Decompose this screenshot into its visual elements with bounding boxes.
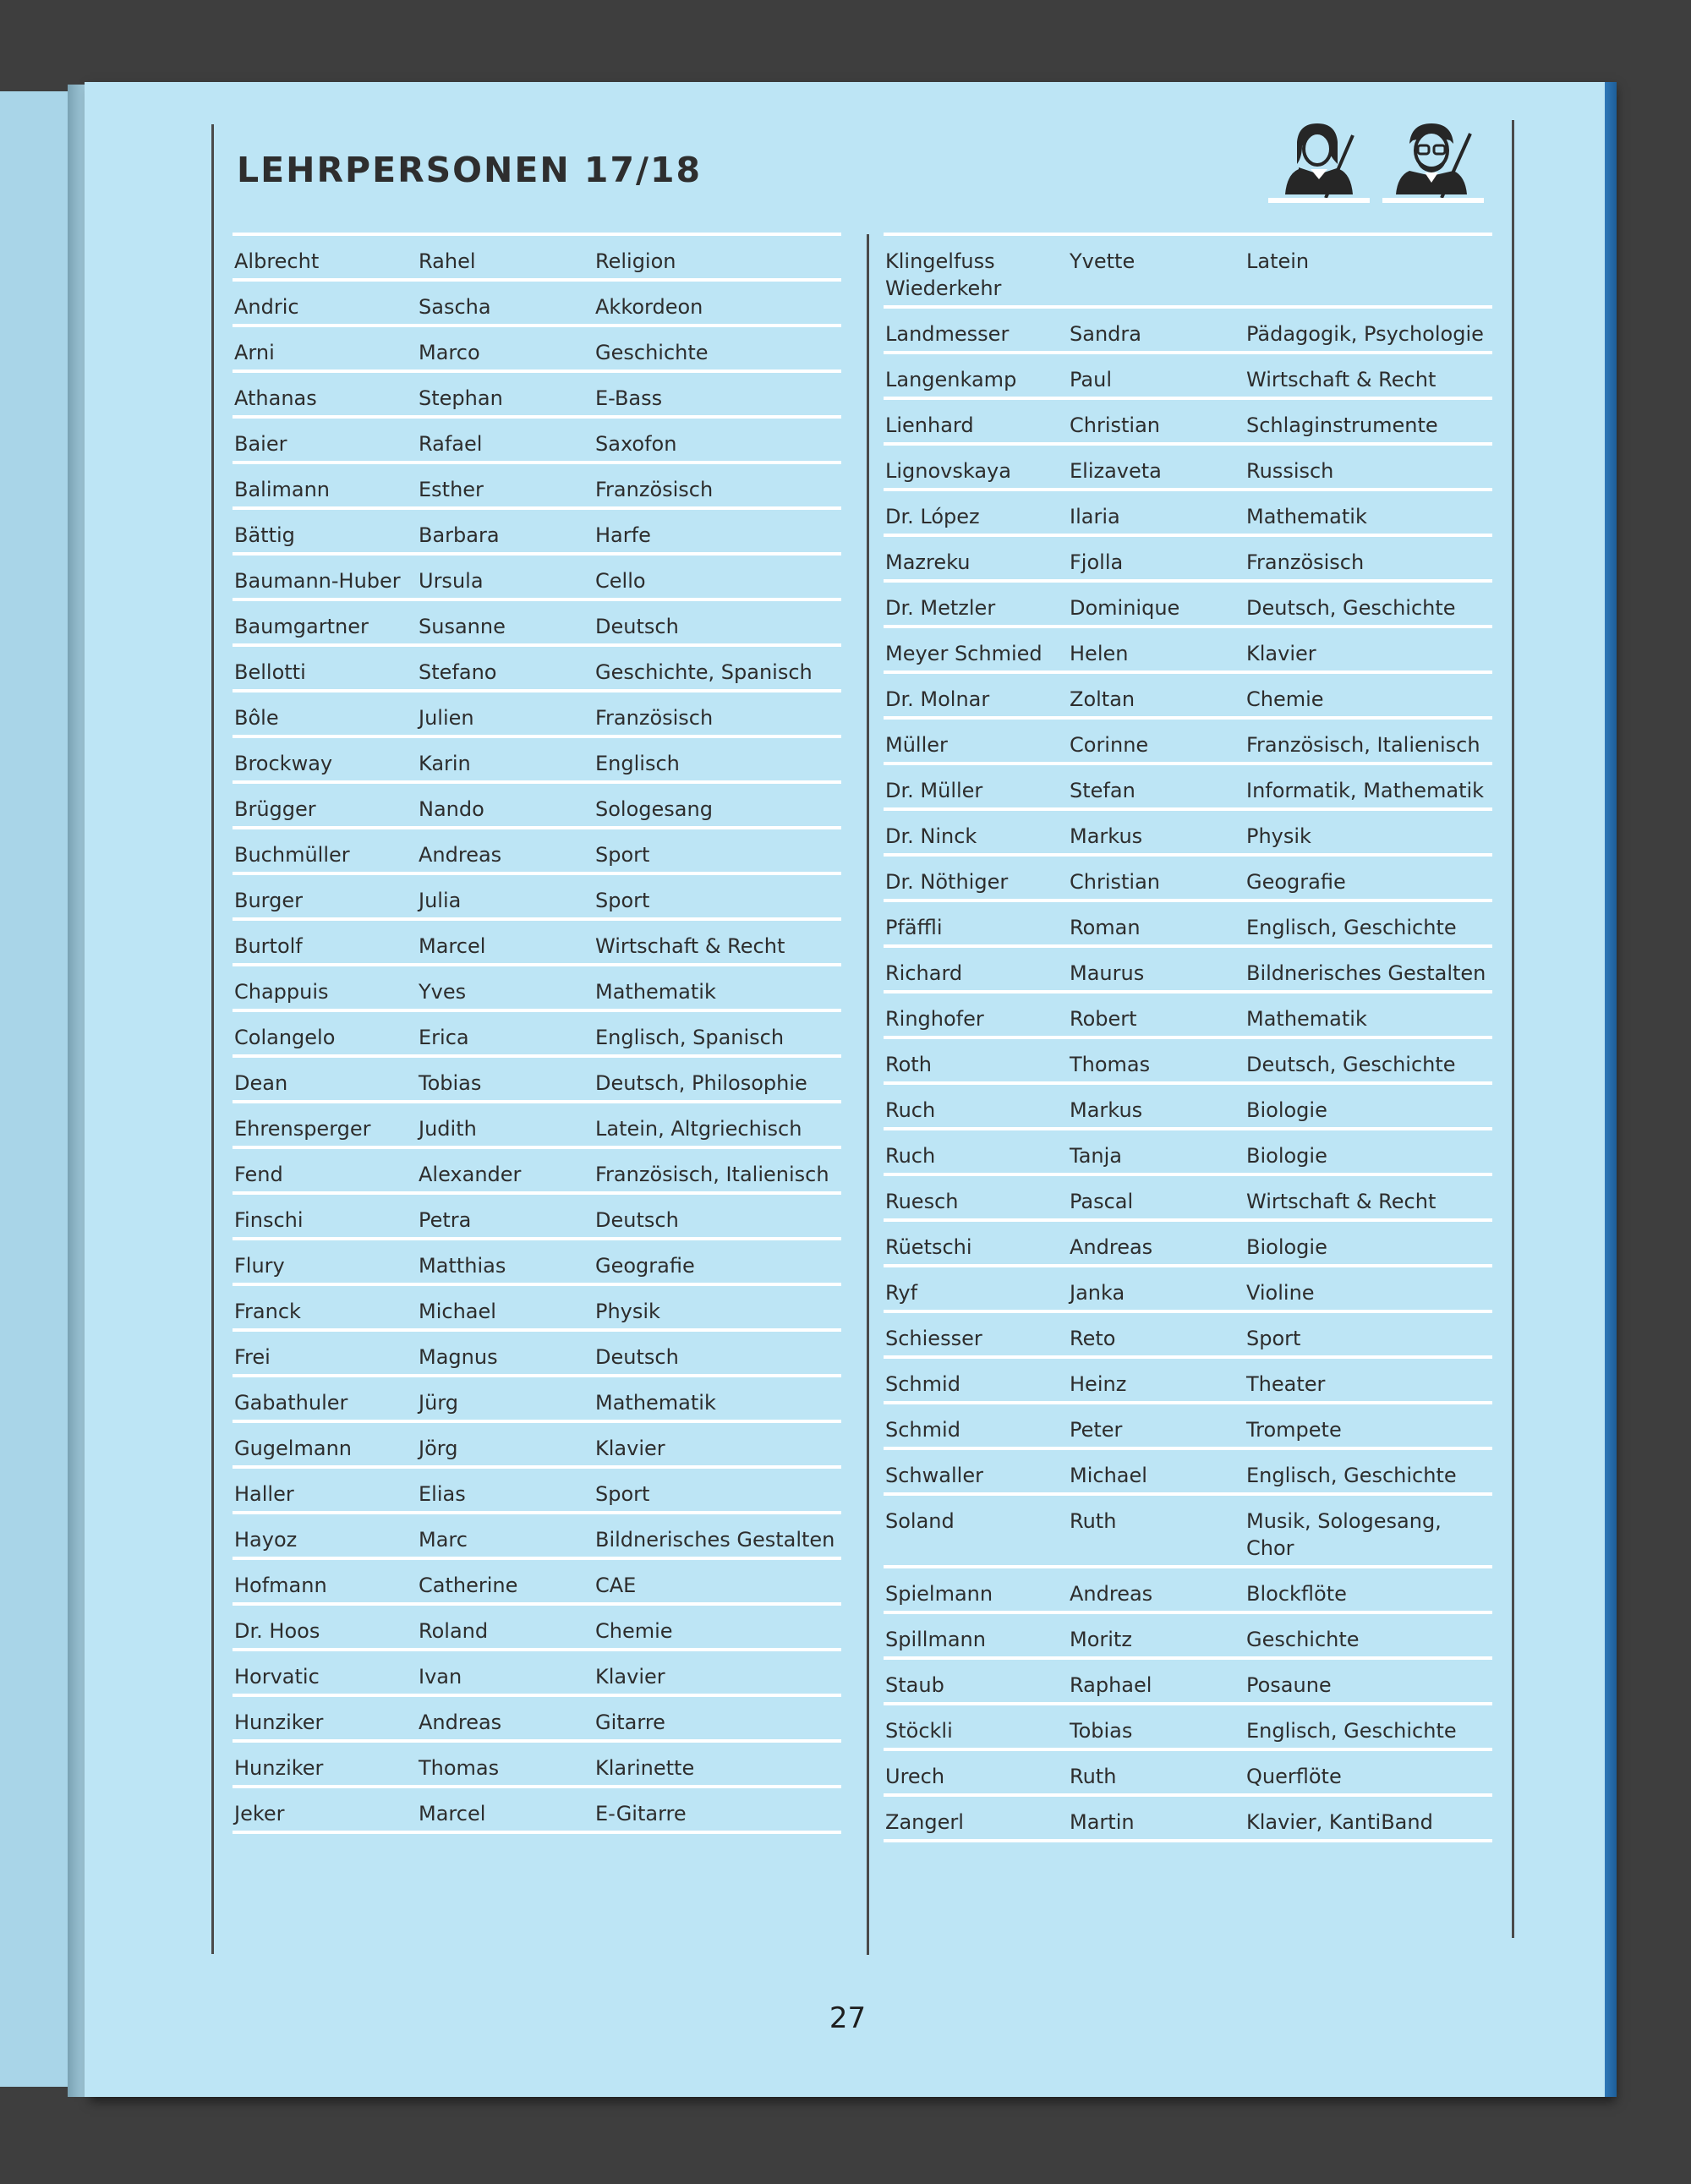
subject: Geografie [1246,870,1346,894]
last-name: Gabathuler [234,1391,348,1415]
table-row [884,853,1492,899]
last-name: Brockway [234,752,333,775]
subject: Sport [595,1482,650,1506]
first-name: Marcel [419,934,486,958]
first-name: Janka [1070,1281,1125,1305]
last-name: Dr. Nöthiger [885,870,1009,894]
last-name: Baumann-Huber [234,569,401,593]
last-name: Lignovskaya [885,459,1011,483]
female-teacher-icon [1268,120,1370,205]
first-name: Michael [1070,1464,1147,1487]
subject: Sport [1246,1327,1301,1350]
first-name: Fjolla [1070,550,1124,574]
first-name: Zoltan [1070,687,1136,711]
subject: Französisch [595,706,714,730]
page-number: 27 [829,2001,867,2035]
first-name: Reto [1070,1327,1116,1350]
table-row [884,305,1492,351]
table-row [233,1237,841,1283]
first-name: Nando [419,797,484,821]
middle-rule [867,234,869,1955]
last-name: Gugelmann [234,1437,352,1460]
subject: E-Bass [595,386,663,410]
last-name: Lienhard [885,413,974,437]
table-row [884,1218,1492,1264]
last-name: Baier [234,432,287,456]
last-name: Burger [234,889,303,912]
first-name: Raphael [1070,1673,1152,1697]
table-row [233,1146,841,1191]
subject: Englisch [595,752,680,775]
subject: Deutsch [595,615,679,638]
last-name: Frei [234,1345,271,1369]
last-name: Roth [885,1053,932,1076]
last-name: Finschi [234,1208,304,1232]
subject: Sport [595,843,650,867]
last-name: Meyer Schmied [885,642,1043,665]
first-name: Christian [1070,413,1161,437]
first-name: Peter [1070,1418,1123,1442]
first-name: Karin [419,752,471,775]
table-row [233,1465,841,1511]
first-name: Corinne [1070,733,1149,757]
first-name: Julien [419,706,474,730]
table-row [884,625,1492,671]
last-name: Albrecht [234,249,320,273]
first-name: Erica [419,1026,469,1049]
last-name: Ringhofer [885,1007,984,1031]
first-name: Sandra [1070,322,1141,346]
subject: Klavier [595,1437,665,1460]
first-name: Stefano [419,660,497,684]
subject: Pädagogik, Psychologie [1246,322,1484,346]
subject: Biologie [1246,1098,1327,1122]
table-row [884,716,1492,762]
subject: Bildnerisches Gestalten [1246,961,1486,985]
last-name: Dr. Hoos [234,1619,320,1643]
last-name: Schiesser [885,1327,982,1350]
table-row [233,1511,841,1557]
table-row [884,1492,1492,1565]
table-row [233,598,841,643]
subject: Französisch [1246,550,1365,574]
last-name: Dr. Metzler [885,596,996,620]
subject: Mathematik [595,980,716,1004]
table-row [233,1328,841,1374]
subject: Biologie [1246,1235,1327,1259]
table-row [884,442,1492,488]
last-name: Spillmann [885,1628,986,1651]
table-row [884,1611,1492,1656]
subject: Englisch, Geschichte [1246,1464,1457,1487]
last-name: Dean [234,1071,288,1095]
first-name: Thomas [419,1756,500,1780]
right-rule [1512,120,1514,1938]
last-name: Pfäffli [885,916,943,939]
first-name: Ilaria [1070,505,1120,528]
table-row [233,1602,841,1648]
first-name: Tobias [419,1071,482,1095]
first-name: Yvette [1070,249,1136,273]
first-name: Catherine [419,1574,518,1597]
table-row [884,1401,1492,1447]
last-name: Dr. Müller [885,779,983,802]
first-name: Elizaveta [1070,459,1162,483]
table-row [233,735,841,780]
table-row [884,397,1492,442]
subject: Informatik, Mathematik [1246,779,1485,802]
table-row [233,1648,841,1694]
table-row [233,780,841,826]
subject: Englisch, Geschichte [1246,1719,1457,1743]
page-edge [1605,82,1617,2097]
subject: Deutsch [595,1345,679,1369]
subject: Klavier [595,1665,665,1689]
first-name: Andreas [419,1711,502,1734]
last-name: Burtolf [234,934,303,958]
table-row [233,552,841,598]
last-name: Franck [234,1300,301,1323]
subject: Geschichte [595,341,709,364]
first-name: Roman [1070,916,1141,939]
first-name: Esther [419,478,484,501]
subject: Klarinette [595,1756,695,1780]
table-row [884,488,1492,534]
last-name: Athanas [234,386,317,410]
subject: Sologesang [595,797,713,821]
table-row [884,1173,1492,1218]
table-row [884,579,1492,625]
last-name: Zangerl [885,1810,964,1834]
subject: Trompete [1246,1418,1342,1442]
last-name: Schmid [885,1372,960,1396]
table-row [884,534,1492,579]
table-row [233,233,841,278]
last-name: Staub [885,1673,944,1697]
table-row [884,1264,1492,1310]
last-name: Hunziker [234,1711,324,1734]
table-row [884,762,1492,807]
first-name: Martin [1070,1810,1135,1834]
first-name: Roland [419,1619,489,1643]
first-name: Ursula [419,569,484,593]
last-name: Schmid [885,1418,960,1442]
subject: Blockflöte [1246,1582,1347,1606]
subject: Französisch [595,478,714,501]
last-name: Hayoz [234,1528,298,1552]
first-name: Marcel [419,1802,486,1825]
first-name: Moritz [1070,1628,1132,1651]
subject: Mathematik [1246,1007,1367,1031]
last-name: Soland [885,1509,955,1533]
subject: Religion [595,249,676,273]
right-column-list [884,233,1492,1842]
last-name: Spielmann [885,1582,993,1606]
teacher-icons [1268,120,1497,205]
last-name: Bôle [234,706,279,730]
first-name: Marco [419,341,480,364]
table-row [233,461,841,506]
subject: Sport [595,889,650,912]
first-name: Elias [419,1482,466,1506]
last-name: Ehrensperger [234,1117,371,1141]
last-name: Bellotti [234,660,306,684]
subject: Deutsch [595,1208,679,1232]
subject: Französisch, Italienisch [595,1163,829,1186]
first-name: Tanja [1070,1144,1122,1168]
subject: Schlaginstrumente [1246,413,1438,437]
table-row [233,1739,841,1785]
subject: Englisch, Geschichte [1246,916,1457,939]
subject: Deutsch, Philosophie [595,1071,807,1095]
last-name: Dr. López [885,505,980,528]
table-row [884,899,1492,944]
last-name: Ruesch [885,1190,959,1213]
table-row [233,506,841,552]
last-name: Richard [885,961,963,985]
last-name: Flury [234,1254,285,1278]
first-name: Andreas [419,843,502,867]
first-name: Barbara [419,523,500,547]
left-column-list [233,233,841,1834]
first-name: Alexander [419,1163,522,1186]
first-name: Yves [419,980,467,1004]
subject: Latein [1246,249,1310,273]
first-name: Pascal [1070,1190,1134,1213]
subject: Harfe [595,523,651,547]
first-name: Stephan [419,386,503,410]
last-name: Dr. Ninck [885,824,977,848]
first-name: Thomas [1070,1053,1151,1076]
last-name: Mazreku [885,550,971,574]
first-name: Paul [1070,368,1112,391]
subject: E-Gitarre [595,1802,687,1825]
first-name: Matthias [419,1254,506,1278]
subject: Physik [595,1300,660,1323]
last-name: Müller [885,733,948,757]
first-name: Judith [419,1117,477,1141]
first-name: Stefan [1070,779,1136,802]
page-title: LEHRPERSONEN 17/18 [237,150,703,190]
subject: Englisch, Spanisch [595,1026,785,1049]
subject: Russisch [1246,459,1334,483]
table-row [233,1009,841,1054]
table-row [233,872,841,917]
last-name: Ruch [885,1144,936,1168]
last-name: Arni [234,341,275,364]
first-name: Julia [419,889,462,912]
subject: Chemie [595,1619,673,1643]
last-name: Fend [234,1163,283,1186]
subject: Violine [1246,1281,1315,1305]
first-name: Andreas [1070,1235,1153,1259]
first-name: Ruth [1070,1509,1117,1533]
last-name: Dr. Molnar [885,687,990,711]
subject: Theater [1246,1372,1326,1396]
first-name: Heinz [1070,1372,1127,1396]
table-row [884,351,1492,397]
subject: Geschichte [1246,1628,1360,1651]
table-row [884,1793,1492,1839]
first-name: Dominique [1070,596,1180,620]
previous-page-edge [0,91,68,2087]
last-name: Haller [234,1482,294,1506]
subject: Cello [595,569,646,593]
last-name: Colangelo [234,1026,336,1049]
table-row [233,1100,841,1146]
table-row [884,944,1492,990]
table-row [884,1748,1492,1793]
first-name: Sascha [419,295,491,319]
last-name: Horvatic [234,1665,320,1689]
subject: Bildnerisches Gestalten [595,1528,835,1552]
table-row [233,369,841,415]
table-row [884,1447,1492,1492]
subject: CAE [595,1574,637,1597]
first-name: Marc [419,1528,468,1552]
subject: Deutsch, Geschichte [1246,596,1456,620]
subject: Geschichte, Spanisch [595,660,813,684]
male-teacher-icon [1382,120,1484,205]
first-name: Markus [1070,824,1143,848]
table-row [884,1355,1492,1401]
table-row [233,1420,841,1465]
first-name: Christian [1070,870,1161,894]
subject: Posaune [1246,1673,1332,1697]
last-name: Bättig [234,523,295,547]
table-row [884,1702,1492,1748]
table-row [884,1081,1492,1127]
table-row [233,1694,841,1739]
subject: Biologie [1246,1144,1327,1168]
last-name: Ryf [885,1281,918,1305]
table-row [233,963,841,1009]
table-row [884,1656,1492,1702]
last-name: Balimann [234,478,331,501]
last-name: Baumgartner [234,615,369,638]
table-row [233,689,841,735]
first-name: Rafael [419,432,483,456]
subject: Klavier [1246,642,1316,665]
table-row [233,1283,841,1328]
table-row [884,1127,1492,1173]
first-name: Maurus [1070,961,1145,985]
first-name: Tobias [1070,1719,1133,1743]
last-name: Langenkamp [885,368,1017,391]
subject: Musik, Sologesang, Chor [1246,1509,1442,1560]
last-name: Schwaller [885,1464,983,1487]
last-name: Landmesser [885,322,1010,346]
table-row [884,990,1492,1036]
table-row [884,1036,1492,1081]
table-row [884,1565,1492,1611]
subject: Deutsch, Geschichte [1246,1053,1456,1076]
subject: Klavier, KantiBand [1246,1810,1433,1834]
last-name: Hunziker [234,1756,324,1780]
table-row [233,278,841,324]
table-row [233,324,841,369]
last-name: Ruch [885,1098,936,1122]
divider [884,1839,1492,1842]
subject: Wirtschaft & Recht [1246,1190,1437,1213]
first-name: Rahel [419,249,476,273]
subject: Französisch, Italienisch [1246,733,1480,757]
table-row [233,1785,841,1831]
first-name: Jürg [419,1391,458,1415]
subject: Latein, Altgriechisch [595,1117,802,1141]
first-name: Helen [1070,642,1129,665]
subject: Chemie [1246,687,1324,711]
table-row [233,826,841,872]
subject: Saxofon [595,432,677,456]
first-name: Robert [1070,1007,1137,1031]
table-row [233,1374,841,1420]
first-name: Ivan [419,1665,462,1689]
first-name: Andreas [1070,1582,1153,1606]
subject: Mathematik [1246,505,1367,528]
subject: Wirtschaft & Recht [595,934,785,958]
table-row [233,1191,841,1237]
divider [233,1831,841,1834]
last-name: Buchmüller [234,843,350,867]
left-rule [211,124,214,1954]
first-name: Petra [419,1208,472,1232]
first-name: Magnus [419,1345,498,1369]
last-name: Jeker [234,1802,285,1825]
subject: Akkordeon [595,295,703,319]
table-row [884,1310,1492,1355]
table-row [884,807,1492,853]
last-name: Brügger [234,797,316,821]
subject: Gitarre [595,1711,665,1734]
first-name: Markus [1070,1098,1143,1122]
first-name: Michael [419,1300,496,1323]
last-name: Chappuis [234,980,329,1004]
subject: Wirtschaft & Recht [1246,368,1437,391]
first-name: Susanne [419,615,506,638]
first-name: Jörg [419,1437,458,1460]
first-name: Ruth [1070,1765,1117,1788]
last-name: Andric [234,295,299,319]
subject: Mathematik [595,1391,716,1415]
table-row [884,233,1492,305]
table-row [233,643,841,689]
table-row [233,1054,841,1100]
document-page [85,82,1611,2097]
last-name: Stöckli [885,1719,953,1743]
subject: Querflöte [1246,1765,1342,1788]
table-row [233,1557,841,1602]
table-row [884,671,1492,716]
table-row [233,415,841,461]
last-name: Hofmann [234,1574,327,1597]
table-row [233,917,841,963]
last-name: Klingelfuss Wiederkehr [885,249,1002,300]
subject: Physik [1246,824,1311,848]
last-name: Urech [885,1765,945,1788]
subject: Geografie [595,1254,695,1278]
last-name: Rüetschi [885,1235,972,1259]
